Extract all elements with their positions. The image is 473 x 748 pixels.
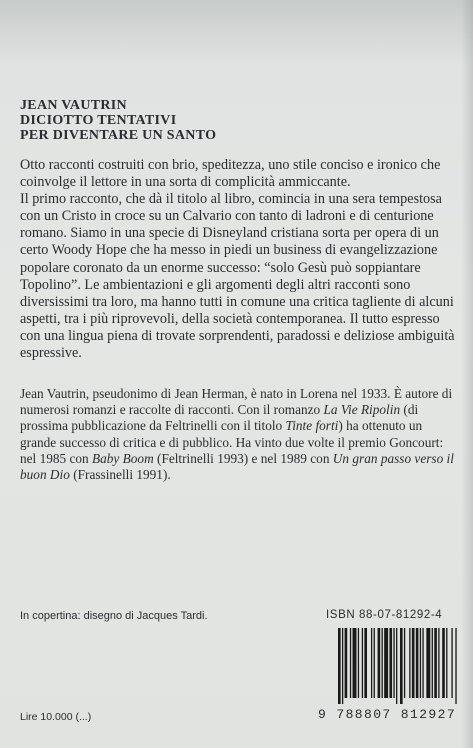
author-bio-text: (di prossima pubblicazione da Feltrinelli con il titolo bbox=[20, 402, 419, 434]
author-bio-text: ) ha ottenuto un grande successo di critica e di pubblico. Ha vinto due volte il premio Goncourt: nel 1985 con bbox=[20, 418, 444, 466]
barcode-bar bbox=[338, 628, 341, 704]
synopsis-paragraph-2: Il primo racconto, che dà il titolo al libro, comincia in una sera tempestosa con un Cristo in croce su un Calvario con tanto di ladroni e di centurione romano. Siamo in una specie di Disneyland cristiana sorta per opera di un certo Woody Hope che ha messo in piedi un business di evangelizzazione popolare coronato da un enorme successo: “solo Gesù può soppiantare Topolino”. Le ambientazioni e gli argomenti degli altri racconti sono diversissimi tra loro, ma hanno tutti in comune una critica tagliente di alcuni aspetti, tra i più riprovevoli, della società contemporanea. Il tutto espresso con una lingua piena di trovate sorprendenti, paradossi e deliziose ambiguità espressive. bbox=[20, 191, 455, 362]
barcode-bar bbox=[378, 628, 381, 698]
barcode-bar bbox=[432, 628, 433, 698]
barcode-bar bbox=[350, 628, 351, 698]
barcode-bar bbox=[451, 628, 452, 698]
price: Lire 10.000 (...) bbox=[20, 711, 92, 723]
barcode-bar bbox=[426, 628, 430, 698]
author-bio-title: Un gran passo verso il buon Dio bbox=[20, 450, 454, 483]
barcode-bar bbox=[342, 628, 343, 704]
author-bio-text: (Frassinelli 1991). bbox=[69, 467, 171, 483]
barcode-bar bbox=[400, 628, 403, 704]
author-bio-title: Baby Boom bbox=[92, 450, 154, 466]
barcode-bar bbox=[434, 628, 437, 698]
barcode-bar bbox=[409, 628, 410, 698]
cover-edge-shadow bbox=[461, 0, 473, 748]
barcode-bar bbox=[438, 628, 439, 698]
title-block bbox=[20, 98, 450, 143]
book-title-line-2: PER DIVENTARE UN SANTO bbox=[20, 128, 217, 143]
cover-top-strip bbox=[0, 0, 473, 62]
barcode-bar bbox=[422, 628, 423, 698]
cover-credit: In copertina: disegno di Jacques Tardi. bbox=[20, 610, 208, 622]
isbn: ISBN 88-07-81292-4 bbox=[326, 609, 443, 621]
barcode-bar bbox=[455, 628, 456, 704]
author-bio-title: Tinte forti bbox=[285, 418, 339, 434]
barcode-bar bbox=[364, 628, 367, 698]
barcode-bar bbox=[396, 628, 397, 704]
synopsis bbox=[20, 157, 460, 362]
barcode-bar bbox=[446, 628, 447, 698]
barcode-bar bbox=[412, 628, 415, 698]
barcode-bar bbox=[442, 628, 445, 698]
barcode-bar bbox=[362, 628, 363, 698]
barcode-graphic bbox=[338, 628, 458, 704]
author-bio-text: (Feltrinelli 1993) e nel 1989 con bbox=[153, 450, 333, 466]
barcode-bar bbox=[420, 628, 421, 698]
barcode-bar bbox=[384, 628, 388, 698]
barcode-bar bbox=[358, 628, 359, 698]
author-bio-title: La Vie Ripolin bbox=[323, 402, 401, 418]
barcode-bar bbox=[374, 628, 375, 698]
barcode-bar bbox=[393, 628, 394, 698]
synopsis-paragraph-1: Otto racconti costruiti con brio, speditezza, uno stile conciso e ironico che coinvolge il lettore in una sorta di complicità ammiccante. bbox=[20, 157, 441, 191]
barcode-bar bbox=[416, 628, 419, 698]
author-bio-text: Jean Vautrin, pseudonimo di Jean Herman, è nato in Lorena nel 1933. È autore di numerosi romanzi e raccolte di racconti. Con il romanzo bbox=[20, 386, 453, 418]
barcode-bar bbox=[371, 628, 372, 698]
barcode-bar bbox=[389, 628, 392, 698]
author-bio bbox=[20, 386, 460, 483]
barcode-bar bbox=[404, 628, 405, 698]
barcode-bar bbox=[345, 628, 348, 698]
barcode-bar bbox=[382, 628, 383, 698]
barcode-bar bbox=[353, 628, 357, 698]
barcode-number: 9 788807 812927 bbox=[318, 707, 457, 722]
book-title-line-1: DICIOTTO TENTATIVI bbox=[20, 113, 177, 128]
author-name: JEAN VAUTRIN bbox=[20, 98, 127, 113]
